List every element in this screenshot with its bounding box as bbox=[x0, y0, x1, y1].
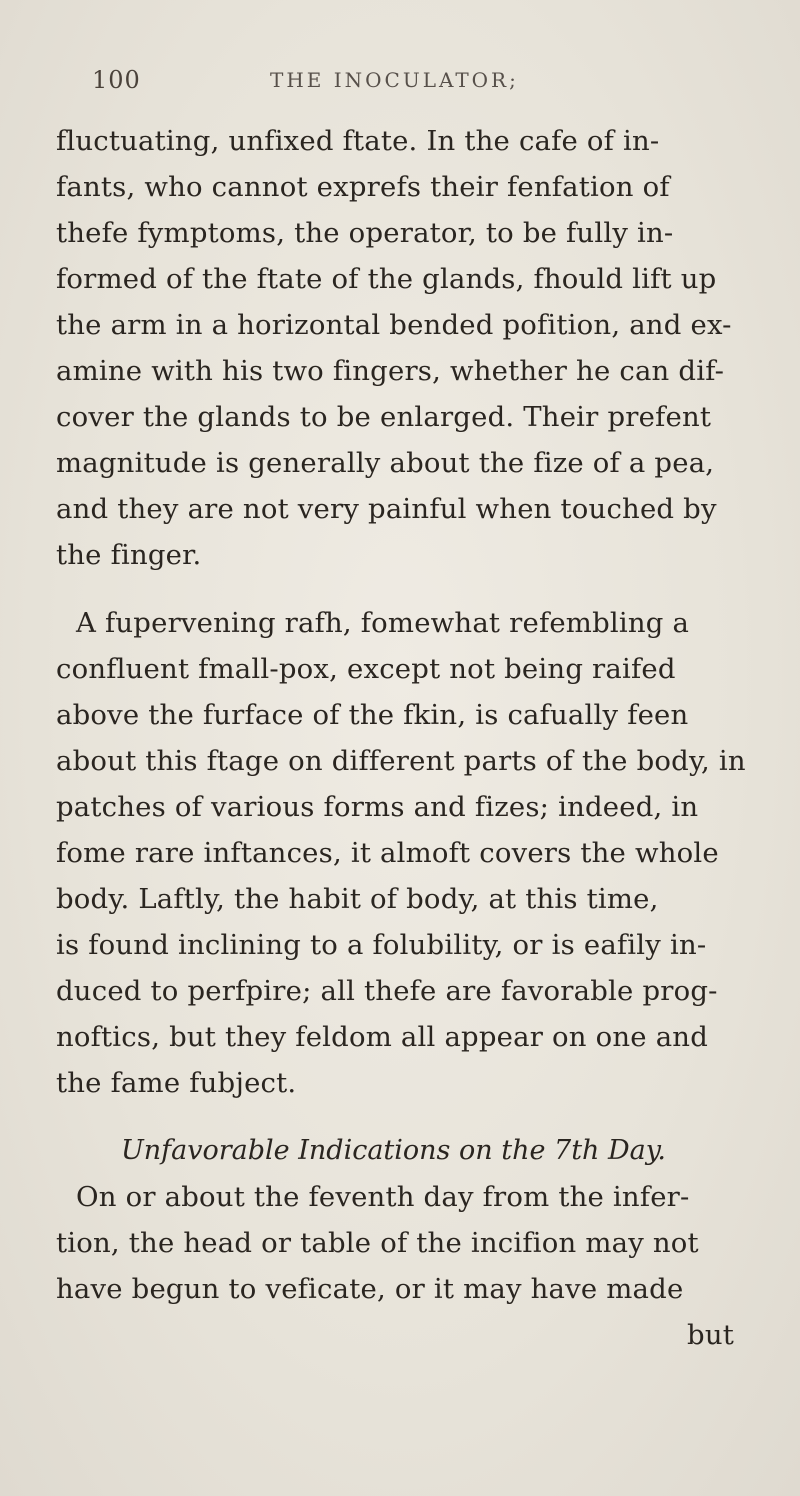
text-line: fants, who cannot exprefs their fenfation of bbox=[56, 171, 670, 203]
page-header bbox=[92, 66, 612, 102]
paragraph-2 bbox=[56, 600, 756, 1106]
paragraph-gap bbox=[56, 1106, 756, 1128]
paragraph-1 bbox=[56, 118, 756, 578]
text-line: formed of the ftate of the glands, fhould lift up bbox=[56, 263, 717, 295]
text-line: confluent fmall-pox, except not being raifed bbox=[56, 653, 676, 685]
text-line: the arm in a horizontal bended pofition, and ex- bbox=[56, 309, 732, 341]
text-line: noftics, but they feldom all appear on one and bbox=[56, 1021, 709, 1053]
page-number: 100 bbox=[92, 66, 141, 94]
text-line: patches of various forms and fizes; indeed, in bbox=[56, 791, 699, 823]
text-line: body. Laftly, the habit of body, at this time, bbox=[56, 883, 659, 915]
body-text bbox=[56, 118, 756, 1358]
text-line: tion, the head or table of the incifion may not bbox=[56, 1227, 699, 1259]
text-line: cover the glands to be enlarged. Their prefent bbox=[56, 401, 712, 433]
text-line: fome rare inftances, it almoft covers the whole bbox=[56, 837, 719, 869]
text-line: the fame fubject. bbox=[56, 1067, 297, 1099]
text-line: magnitude is generally about the fize of a pea, bbox=[56, 447, 715, 479]
paragraph-3 bbox=[56, 1174, 756, 1312]
text-line: about this ftage on different parts of the body, in bbox=[56, 745, 746, 777]
text-line: is found inclining to a folubility, or is eafily in- bbox=[56, 929, 707, 961]
text-line: have begun to veficate, or it may have made bbox=[56, 1273, 684, 1305]
text-line: the finger. bbox=[56, 539, 202, 571]
paragraph-gap bbox=[56, 578, 756, 600]
text-line: fluctuating, unfixed ftate. In the cafe of in- bbox=[56, 125, 660, 157]
running-head: THE INOCULATOR; bbox=[270, 68, 519, 92]
text-line: above the furface of the fkin, is cafually feen bbox=[56, 699, 689, 731]
text-line: amine with his two fingers, whether he can dif- bbox=[56, 355, 725, 387]
text-line: On or about the feventh day from the infer- bbox=[76, 1181, 690, 1213]
text-line: thefe fymptoms, the operator, to be fully in- bbox=[56, 217, 674, 249]
text-line: A fupervening rafh, fomewhat refembling a bbox=[76, 607, 690, 639]
text-line: duced to perfpire; all thefe are favorable prog- bbox=[56, 975, 718, 1007]
catchword: but bbox=[687, 1319, 734, 1351]
section-heading: Unfavorable Indications on the 7th Day. bbox=[121, 1135, 667, 1166]
text-line: and they are not very painful when touched by bbox=[56, 493, 717, 525]
